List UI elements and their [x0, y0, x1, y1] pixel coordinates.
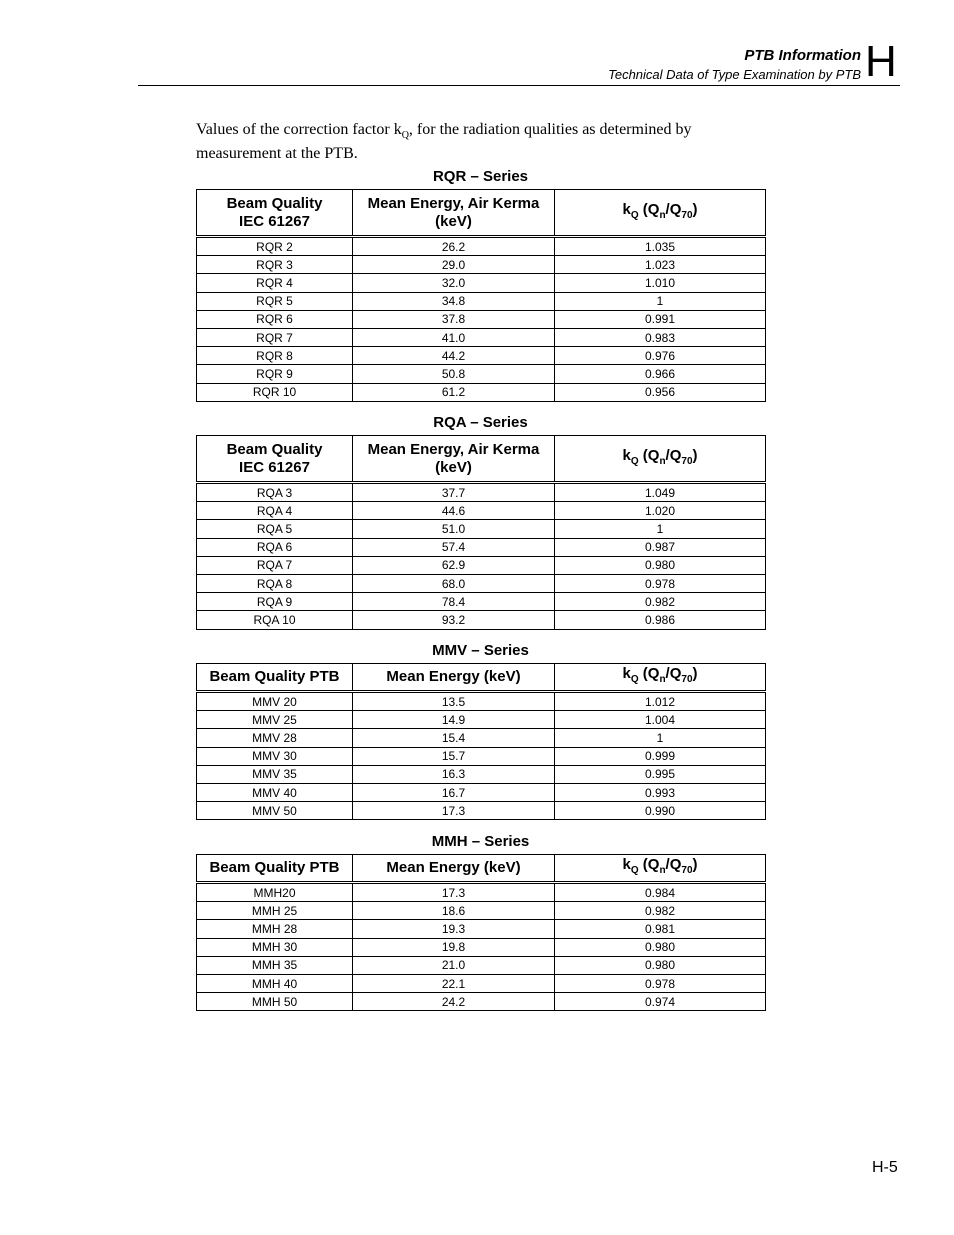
mean-energy-cell: 34.8	[353, 292, 555, 310]
kq-q-subscript: Q	[630, 455, 639, 467]
kq-slash: /Q	[665, 446, 682, 464]
mmv-series-title: MMV – Series	[432, 642, 529, 659]
kq-value-cell: 0.980	[555, 938, 766, 956]
beam-quality-cell: RQA 6	[197, 538, 353, 556]
table-row	[197, 783, 766, 801]
mean-energy-cell: 13.5	[353, 692, 555, 711]
kq-ref-subscript: 70	[681, 455, 693, 467]
kq-slash: /Q	[665, 856, 682, 873]
beam-quality-cell: RQA 10	[197, 611, 353, 629]
table-row	[197, 347, 766, 365]
beam-quality-cell: MMH 28	[197, 920, 353, 938]
col-kq-header	[555, 436, 766, 483]
mean-energy-cell: 15.7	[353, 747, 555, 765]
beam-quality-cell: MMV 50	[197, 802, 353, 820]
table-row	[197, 920, 766, 938]
col-mean-energy-header: Mean Energy, Air Kerma (keV)	[353, 436, 555, 483]
kq-value-cell: 0.999	[555, 747, 766, 765]
mmh-table-body	[197, 883, 766, 1011]
kq-ref-subscript: 70	[681, 209, 693, 221]
kq-value-cell: 0.987	[555, 538, 766, 556]
mmh-series-title: MMH – Series	[431, 833, 530, 850]
kq-value-cell: 1.020	[555, 502, 766, 520]
table-row	[197, 310, 766, 328]
mean-energy-cell: 62.9	[353, 556, 555, 574]
table-row	[197, 520, 766, 538]
col-mean-energy-header: Mean Energy (keV)	[353, 855, 555, 883]
rqa-series-title: RQA – Series	[433, 414, 528, 431]
beam-quality-cell: MMH 30	[197, 938, 353, 956]
mean-energy-cell: 22.1	[353, 974, 555, 992]
header-rule	[138, 85, 900, 86]
beam-quality-cell: RQA 5	[197, 520, 353, 538]
page-number: H-5	[872, 1159, 898, 1176]
table-row	[197, 692, 766, 711]
mean-energy-cell: 21.0	[353, 956, 555, 974]
mean-energy-cell: 57.4	[353, 538, 555, 556]
beam-quality-cell: MMH 35	[197, 956, 353, 974]
col-beam-quality-header: Beam Quality PTB	[197, 855, 353, 883]
kq-open: (Q	[638, 200, 660, 218]
beam-quality-cell: RQR 6	[197, 310, 353, 328]
rqr-table	[196, 189, 766, 402]
mean-energy-cell: 16.7	[353, 783, 555, 801]
intro-text-end: , for the radiation qualities as determined by measurement at the PTB.	[196, 121, 692, 163]
table-row	[197, 938, 766, 956]
mean-energy-cell: 17.3	[353, 883, 555, 902]
col-beam-quality-header: Beam Quality PTB	[197, 664, 353, 692]
kq-value-cell: 0.981	[555, 920, 766, 938]
mean-energy-cell: 93.2	[353, 611, 555, 629]
beam-quality-cell: RQR 8	[197, 347, 353, 365]
table-row	[197, 956, 766, 974]
beam-quality-cell: RQR 2	[197, 237, 353, 256]
kq-value-cell: 0.974	[555, 993, 766, 1011]
mean-energy-cell: 44.6	[353, 502, 555, 520]
kq-value-cell: 0.986	[555, 611, 766, 629]
kq-value-cell: 1.023	[555, 256, 766, 274]
kq-value-cell: 1	[555, 520, 766, 538]
mmh-table	[196, 854, 766, 1011]
kq-value-cell: 0.956	[555, 383, 766, 401]
table-row	[197, 593, 766, 611]
kq-close: )	[692, 856, 698, 873]
mean-energy-cell: 16.3	[353, 765, 555, 783]
kq-open: (Q	[638, 446, 660, 464]
beam-quality-cell: RQR 3	[197, 256, 353, 274]
mean-energy-cell: 24.2	[353, 993, 555, 1011]
mmh-header-row	[197, 855, 766, 883]
kq-value-cell: 0.995	[555, 765, 766, 783]
table-row	[197, 902, 766, 920]
kq-k: k	[622, 446, 631, 464]
header-title: PTB Information	[744, 47, 861, 64]
kq-q-subscript: Q	[630, 865, 639, 876]
kq-open: (Q	[638, 665, 660, 682]
kq-value-cell: 0.984	[555, 883, 766, 902]
kq-slash: /Q	[665, 200, 682, 218]
kq-value-cell: 1.004	[555, 711, 766, 729]
kq-value-cell: 1.012	[555, 692, 766, 711]
kq-k: k	[622, 200, 631, 218]
table-row	[197, 292, 766, 310]
kq-value-cell: 1	[555, 729, 766, 747]
kq-value-cell: 0.980	[555, 956, 766, 974]
kq-close: )	[692, 446, 698, 464]
col-mean-energy-header: Mean Energy (keV)	[353, 664, 555, 692]
kq-value-cell: 1	[555, 292, 766, 310]
table-row	[197, 237, 766, 256]
rqa-table	[196, 435, 766, 630]
kq-open: (Q	[638, 856, 660, 873]
table-row	[197, 538, 766, 556]
kq-ref-subscript: 70	[681, 674, 693, 685]
beam-quality-cell: RQA 3	[197, 483, 353, 502]
beam-quality-cell: RQR 9	[197, 365, 353, 383]
beam-quality-cell: RQA 8	[197, 574, 353, 592]
intro-subscript: Q	[401, 130, 409, 142]
intro-paragraph	[196, 121, 756, 163]
mean-energy-cell: 14.9	[353, 711, 555, 729]
table-row	[197, 483, 766, 502]
table-row	[197, 974, 766, 992]
col-beam-quality-header: Beam Quality IEC 61267	[197, 190, 353, 237]
table-row	[197, 802, 766, 820]
beam-quality-cell: MMH 50	[197, 993, 353, 1011]
kq-close: )	[692, 665, 698, 682]
kq-value-cell: 1.049	[555, 483, 766, 502]
section-letter: H	[865, 37, 897, 86]
beam-quality-cell: MMH 40	[197, 974, 353, 992]
mmv-table	[196, 663, 766, 820]
table-row	[197, 611, 766, 629]
mean-energy-cell: 37.7	[353, 483, 555, 502]
kq-n-subscript: n	[659, 209, 666, 221]
kq-value-cell: 1.035	[555, 237, 766, 256]
table-row	[197, 502, 766, 520]
kq-value-cell: 0.978	[555, 574, 766, 592]
beam-quality-cell: MMV 35	[197, 765, 353, 783]
beam-quality-cell: RQR 4	[197, 274, 353, 292]
table-row	[197, 993, 766, 1011]
col-beam-quality-header: Beam Quality IEC 61267	[197, 436, 353, 483]
mean-energy-cell: 18.6	[353, 902, 555, 920]
kq-value-cell: 1.010	[555, 274, 766, 292]
beam-quality-cell: RQR 10	[197, 383, 353, 401]
mean-energy-cell: 61.2	[353, 383, 555, 401]
rqr-series-title: RQR – Series	[432, 168, 529, 185]
mean-energy-cell: 51.0	[353, 520, 555, 538]
col-kq-header	[555, 855, 766, 883]
table-row	[197, 574, 766, 592]
beam-quality-cell: MMH 25	[197, 902, 353, 920]
kq-value-cell: 0.993	[555, 783, 766, 801]
kq-n-subscript: n	[659, 455, 666, 467]
kq-value-cell: 0.976	[555, 347, 766, 365]
col-kq-header	[555, 190, 766, 237]
table-row	[197, 883, 766, 902]
mmv-table-body	[197, 692, 766, 820]
mean-energy-cell: 29.0	[353, 256, 555, 274]
beam-quality-cell: MMH20	[197, 883, 353, 902]
intro-text-start: Values of the correction factor k	[196, 121, 402, 138]
rqr-header-row	[197, 190, 766, 237]
table-row	[197, 383, 766, 401]
beam-quality-cell: MMV 28	[197, 729, 353, 747]
kq-value-cell: 0.978	[555, 974, 766, 992]
kq-n-subscript: n	[659, 674, 666, 685]
mean-energy-cell: 17.3	[353, 802, 555, 820]
kq-slash: /Q	[665, 665, 682, 682]
table-row	[197, 765, 766, 783]
rqr-table-body	[197, 237, 766, 402]
kq-value-cell: 0.966	[555, 365, 766, 383]
kq-k: k	[622, 665, 631, 682]
kq-ref-subscript: 70	[681, 865, 693, 876]
kq-close: )	[692, 200, 698, 218]
col-mean-energy-header: Mean Energy, Air Kerma (keV)	[353, 190, 555, 237]
mean-energy-cell: 78.4	[353, 593, 555, 611]
kq-q-subscript: Q	[630, 209, 639, 221]
header-subtitle: Technical Data of Type Examination by PTB	[608, 67, 861, 82]
mean-energy-cell: 15.4	[353, 729, 555, 747]
kq-q-subscript: Q	[630, 674, 639, 685]
beam-quality-cell: MMV 30	[197, 747, 353, 765]
kq-value-cell: 0.982	[555, 902, 766, 920]
mean-energy-cell: 44.2	[353, 347, 555, 365]
mean-energy-cell: 32.0	[353, 274, 555, 292]
kq-value-cell: 0.991	[555, 310, 766, 328]
table-row	[197, 711, 766, 729]
kq-k: k	[622, 856, 631, 873]
kq-value-cell: 0.983	[555, 328, 766, 346]
table-row	[197, 729, 766, 747]
table-row	[197, 256, 766, 274]
mean-energy-cell: 41.0	[353, 328, 555, 346]
beam-quality-cell: RQR 5	[197, 292, 353, 310]
mean-energy-cell: 37.8	[353, 310, 555, 328]
beam-quality-cell: RQA 9	[197, 593, 353, 611]
beam-quality-cell: MMV 20	[197, 692, 353, 711]
mean-energy-cell: 19.3	[353, 920, 555, 938]
table-row	[197, 365, 766, 383]
rqa-header-row	[197, 436, 766, 483]
beam-quality-cell: MMV 25	[197, 711, 353, 729]
beam-quality-cell: RQA 4	[197, 502, 353, 520]
rqa-table-body	[197, 483, 766, 630]
beam-quality-cell: MMV 40	[197, 783, 353, 801]
table-row	[197, 274, 766, 292]
kq-n-subscript: n	[659, 865, 666, 876]
table-row	[197, 328, 766, 346]
mean-energy-cell: 68.0	[353, 574, 555, 592]
mean-energy-cell: 50.8	[353, 365, 555, 383]
mmv-header-row	[197, 664, 766, 692]
table-row	[197, 747, 766, 765]
kq-value-cell: 0.980	[555, 556, 766, 574]
kq-value-cell: 0.990	[555, 802, 766, 820]
beam-quality-cell: RQR 7	[197, 328, 353, 346]
mean-energy-cell: 19.8	[353, 938, 555, 956]
kq-value-cell: 0.982	[555, 593, 766, 611]
col-kq-header	[555, 664, 766, 692]
mean-energy-cell: 26.2	[353, 237, 555, 256]
beam-quality-cell: RQA 7	[197, 556, 353, 574]
table-row	[197, 556, 766, 574]
